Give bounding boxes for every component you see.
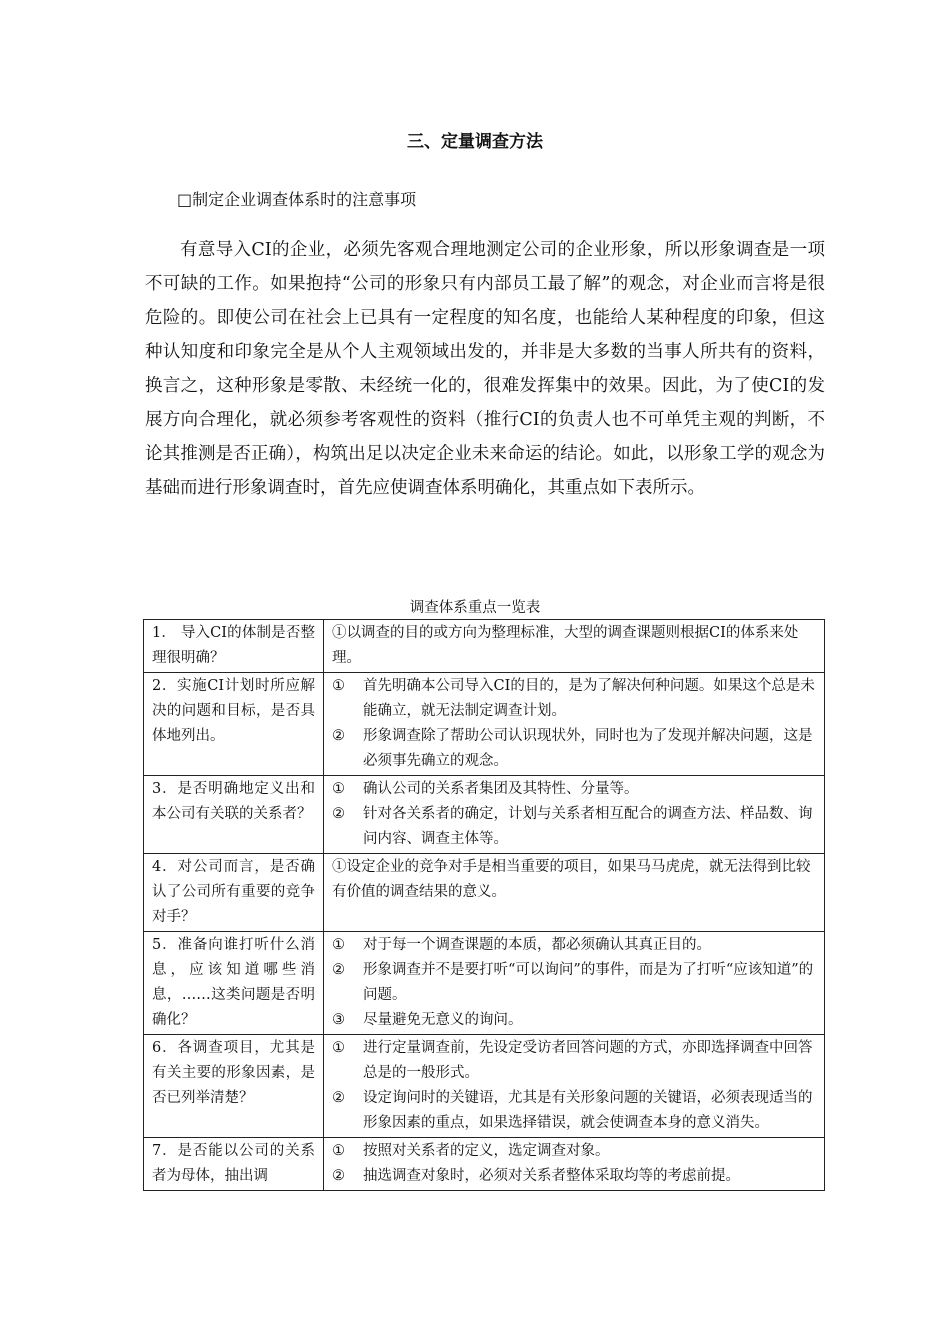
subsection-title: □制定企业调查体系时的注意事项 bbox=[177, 190, 417, 209]
answer-text: 针对各关系者的确定，计划与关系者相互配合的调查方法、样品数、询问内容、调查主体等。 bbox=[363, 806, 813, 847]
item-number: ② bbox=[332, 728, 345, 744]
answer-item bbox=[332, 1008, 816, 1033]
answer-item bbox=[332, 958, 816, 1008]
table-row bbox=[144, 854, 825, 932]
answer-text: 形象调查除了帮助公司认识现状外，同时也为了发现并解决问题，这是必须事先确立的观念。 bbox=[363, 728, 813, 769]
answer-cell bbox=[324, 673, 825, 776]
question-cell: 2．实施CI计划时所应解决的问题和目标，是否具体地列出。 bbox=[144, 673, 324, 776]
answer-text: ①设定企业的竞争对手是相当重要的项目，如果马马虎虎，就无法得到比较有价值的调查结果的意义。 bbox=[332, 859, 811, 900]
intro-paragraph: 有意导入CI的企业，必须先客观合理地测定公司的企业形象，所以形象调查是一项不可缺的工作。如果抱持“公司的形象只有内部员工最了解”的观念，对企业而言将是很危险的。即使公司在社会上已具有一定程度的知名度，也能给人某种程度的印象，但这种认知度和印象完全是从个人主观领域出发的，并非是大多数的当事人所共有的资料，换言之，这种形象是零散、未经统一化的，很难发挥集中的效果。因此，为了使CI的发展方向合理化，就必须参考客观性的资料（推行CI的负责人也不可单凭主观的判断，不论其推测是否正确），构筑出足以决定企业未来命运的结论。如此，以形象工学的观念为基础而进行形象调查时，首先应使调查体系明确化，其重点如下表所示。 bbox=[145, 240, 825, 498]
table-row bbox=[144, 673, 825, 776]
answer-item bbox=[332, 1164, 816, 1189]
answer-item bbox=[332, 1086, 816, 1136]
answer-item bbox=[332, 1036, 816, 1086]
table-caption: 调查体系重点一览表 bbox=[409, 600, 541, 616]
answer-cell bbox=[324, 1035, 825, 1138]
table-row bbox=[144, 1035, 825, 1138]
answer-cell bbox=[324, 1138, 825, 1191]
table-row bbox=[144, 620, 825, 673]
table-row bbox=[144, 776, 825, 854]
answer-item bbox=[332, 1139, 816, 1164]
answer-text: 确认公司的关系者集团及其特性、分量等。 bbox=[363, 781, 639, 797]
answer-text: 设定询问时的关键语，尤其是有关形象问题的关键语，必须表现适当的形象因素的重点，如果选择错误，就会使调查本身的意义消失。 bbox=[363, 1090, 813, 1131]
question-cell: 1． 导入CI的体制是否整理很明确？ bbox=[144, 620, 324, 673]
answer-text: 尽量避免无意义的询问。 bbox=[363, 1012, 523, 1028]
item-number: ① bbox=[332, 937, 345, 953]
question-cell: 3．是否明确地定义出和本公司有关联的关系者？ bbox=[144, 776, 324, 854]
answer-cell bbox=[324, 854, 825, 932]
item-number: ① bbox=[332, 1143, 345, 1159]
item-number: ③ bbox=[332, 1012, 345, 1028]
item-number: ② bbox=[332, 806, 345, 822]
question-cell: 5．准备向谁打听什么消息，应该知道哪些消息，……这类问题是否明确化？ bbox=[144, 932, 324, 1035]
answer-cell bbox=[324, 620, 825, 673]
answer-text: 按照对关系者的定义，选定调查对象。 bbox=[363, 1143, 610, 1159]
item-number: ① bbox=[332, 781, 345, 797]
answer-text: 对于每一个调查课题的本质，都必须确认其真正目的。 bbox=[363, 937, 711, 953]
table-row bbox=[144, 932, 825, 1035]
answer-cell bbox=[324, 776, 825, 854]
answer-text: 形象调查并不是要打听“可以询问”的事件，而是为了打听“应该知道”的问题。 bbox=[363, 962, 814, 1003]
answer-item bbox=[332, 933, 816, 958]
answer-item bbox=[332, 777, 816, 802]
item-number: ① bbox=[332, 1040, 345, 1056]
question-cell: 7．是否能以公司的关系者为母体，抽出调 bbox=[144, 1138, 324, 1191]
item-number: ① bbox=[332, 678, 345, 694]
section-title: 三、定量调查方法 bbox=[407, 132, 543, 152]
answer-text: 进行定量调查前，先设定受访者回答问题的方式，亦即选择调查中回答总是的一般形式。 bbox=[363, 1040, 813, 1081]
question-cell: 6．各调查项目，尤其是有关主要的形象因素，是否已列举清楚？ bbox=[144, 1035, 324, 1138]
table-row bbox=[144, 1138, 825, 1191]
answer-cell bbox=[324, 932, 825, 1035]
survey-points-table bbox=[143, 619, 825, 1191]
question-cell: 4．对公司而言，是否确认了公司所有重要的竞争对手？ bbox=[144, 854, 324, 932]
answer-item bbox=[332, 802, 816, 852]
answer-item bbox=[332, 674, 816, 724]
answer-text: 首先明确本公司导入CI的目的，是为了解决何种问题。如果这个总是未能确立，就无法制定调查计划。 bbox=[363, 678, 815, 719]
item-number: ② bbox=[332, 1090, 345, 1106]
item-number: ② bbox=[332, 1168, 345, 1184]
answer-item bbox=[332, 724, 816, 774]
item-number: ② bbox=[332, 962, 345, 978]
answer-text: 抽选调查对象时，必须对关系者整体采取均等的考虑前提。 bbox=[363, 1168, 740, 1184]
answer-text: ①以调查的目的或方向为整理标准，大型的调查课题则根据CI的体系来处理。 bbox=[332, 625, 799, 666]
